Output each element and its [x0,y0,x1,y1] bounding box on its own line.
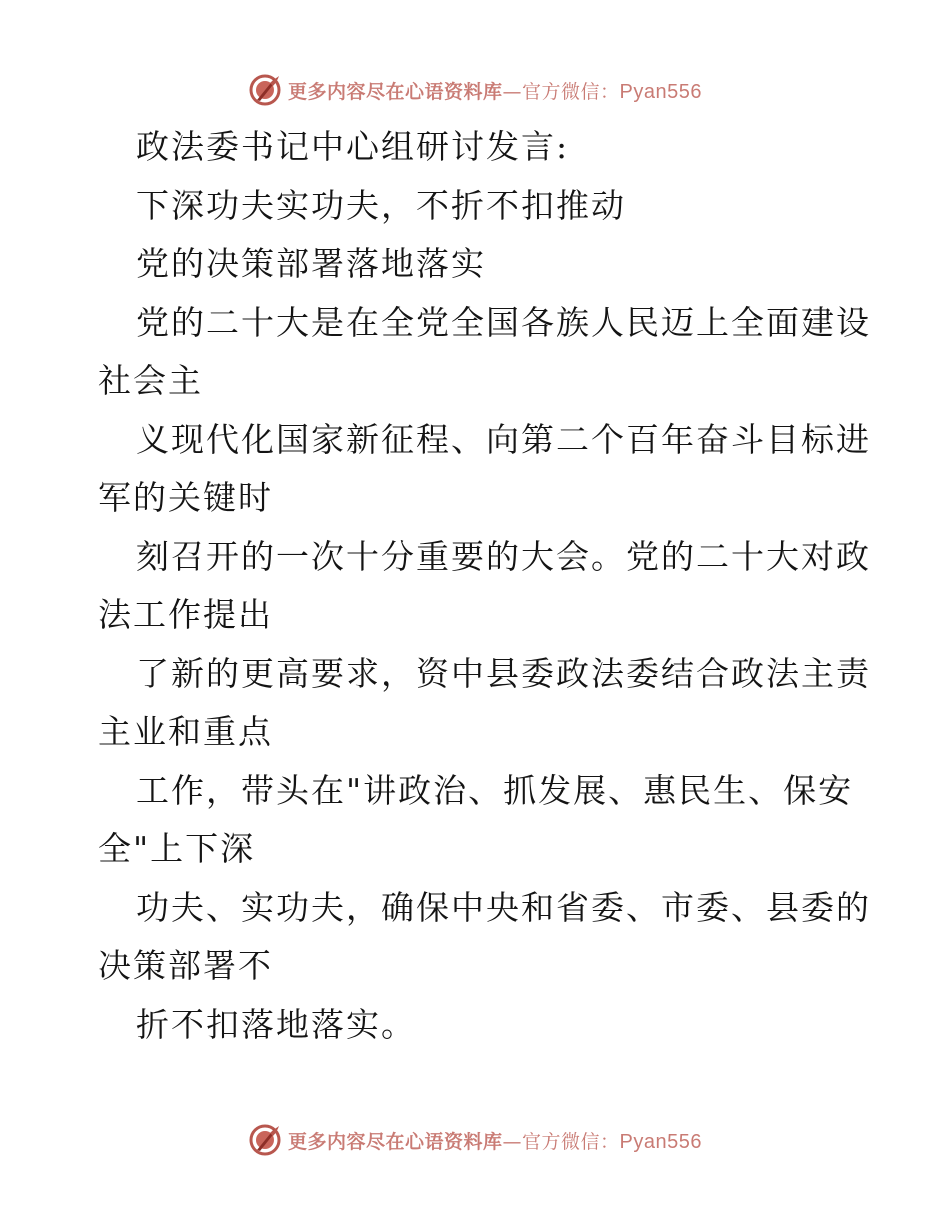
doc-line: 全"上下深 [98,829,256,868]
footer-watermark-text [288,1127,702,1154]
header-watermark [0,70,950,110]
doc-line: 政法委书记中心组研讨发言: [136,127,570,166]
doc-line: 工作，带头在"讲政治、抓发展、惠民生、保安 [136,770,854,810]
watermark-title: 更多内容尽在心语资料库 [288,80,503,103]
document-body [98,118,871,1054]
doc-line: 党的二十大是在全党全国各族人民迈上全面建设 [136,302,871,342]
doc-line: 了新的更高要求，资中县委政法委结合政法主责 [136,653,871,693]
doc-line: 主业和重点 [98,712,273,751]
watermark-wechat-label: 官方微信： [522,1130,620,1153]
watermark-title: 更多内容尽在心语资料库 [288,1130,503,1153]
footer-watermark [0,1120,950,1160]
doc-line: 义现代化国家新征程、向第二个百年奋斗目标进 [136,419,871,459]
quill-seal-icon [248,73,282,107]
header-watermark-text [288,77,702,104]
doc-line: 党的决策部署落地落实 [136,244,486,283]
watermark-wechat-label: 官方微信： [522,80,620,103]
doc-line: 法工作提出 [98,595,273,634]
quill-seal-icon [248,1123,282,1157]
watermark-separator: — [502,80,523,103]
doc-line: 下深功夫实功夫，不折不扣推动 [136,185,626,225]
doc-line: 社会主 [98,361,203,400]
watermark-separator: — [502,1130,523,1153]
doc-line: 军的关键时 [98,478,273,517]
doc-line: 刻召开的一次十分重要的大会。党的二十大对政 [136,536,871,576]
doc-line: 折不扣落地落实。 [136,1004,416,1044]
watermark-wechat-id: Pyan556 [619,1130,702,1153]
doc-line: 功夫、实功夫，确保中央和省委、市委、县委的 [136,887,871,927]
watermark-wechat-id: Pyan556 [619,80,702,103]
doc-line: 决策部署不 [98,946,273,985]
